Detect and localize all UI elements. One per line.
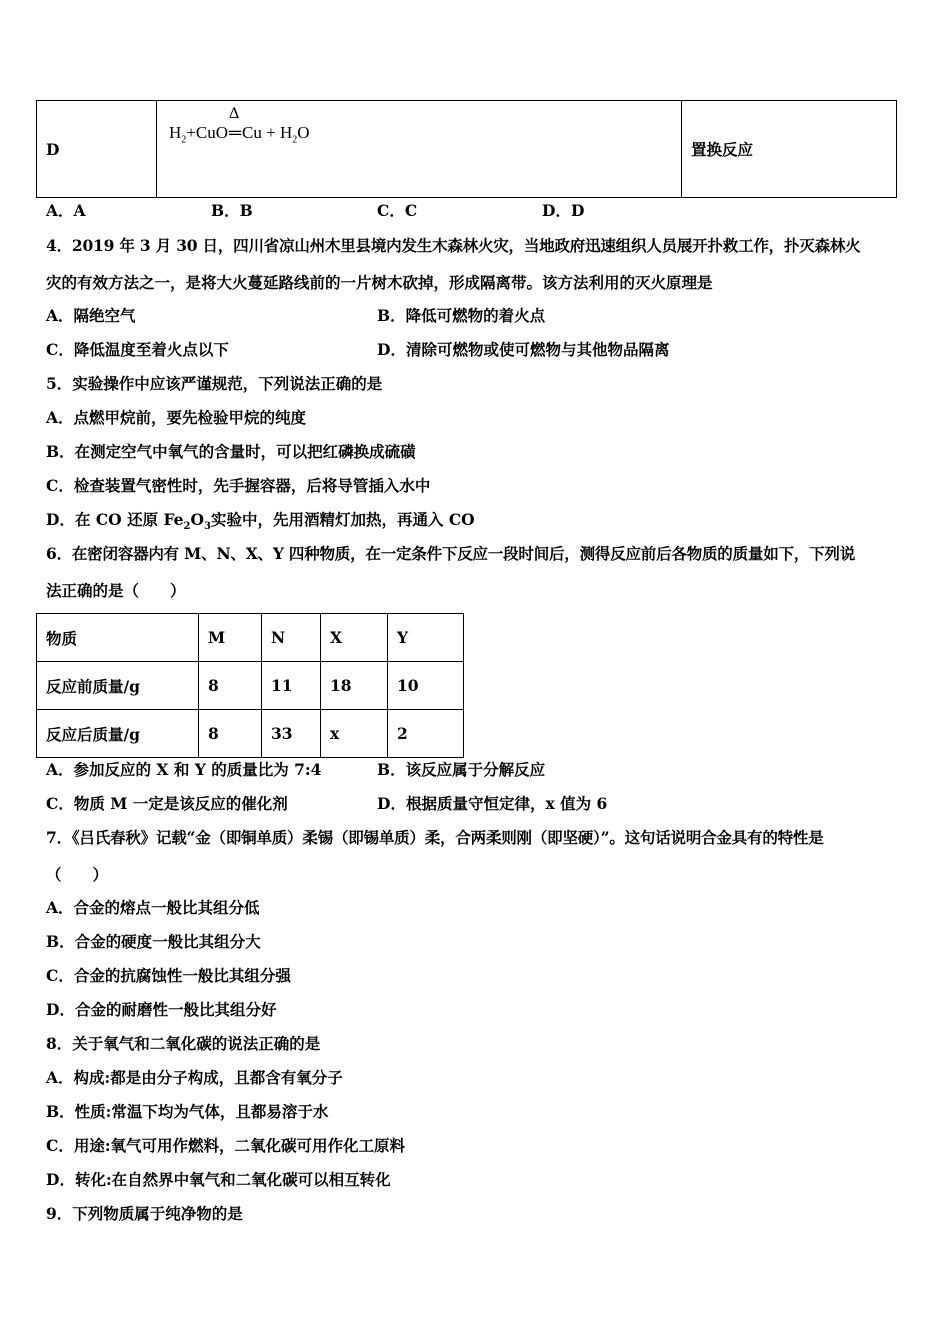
q7-option-d: D．合金的耐磨性一般比其组分好 — [46, 1000, 277, 1019]
table-cell: X — [321, 614, 388, 662]
q3-choice-b: B．B — [211, 201, 253, 220]
eq-cu: Cu — [242, 123, 262, 142]
q4-option-d: D．清除可燃物或使可燃物与其他物品隔离 — [377, 340, 670, 359]
q6-option-d: D．根据质量守恒定律，x 值为 6 — [377, 794, 608, 813]
eq-condition: Δ ═ — [228, 105, 242, 142]
option-cell: D — [37, 101, 157, 198]
table-cell: 18 — [321, 662, 388, 710]
q7-option-a: A．合金的熔点一般比其组分低 — [46, 898, 260, 917]
q5-d-post: 实验中，先用酒精灯加热，再通入 CO — [210, 510, 475, 529]
table-cell: 反应后质量/g — [37, 710, 199, 758]
table-row — [37, 101, 897, 198]
q5-option-b: B．在测定空气中氧气的含量时，可以把红磷换成硫磺 — [46, 442, 416, 461]
q4-option-b: B．降低可燃物的着火点 — [377, 306, 546, 325]
q5-d-pre: D．在 CO 还原 Fe — [46, 510, 184, 529]
q7-stem-line1: 7．《吕氏春秋》记载“金（即铜单质）柔锡（即锡单质）柔，合两柔则刚（即坚硬）”。这句话说明合金具有的特性是 — [46, 828, 824, 847]
q4-option-a: A．隔绝空气 — [46, 306, 136, 325]
q6-option-c: C．物质 M 一定是该反应的催化剂 — [46, 794, 288, 813]
table-row — [37, 614, 464, 662]
mass-table — [36, 613, 464, 758]
q5-option-c: C．检查装置气密性时，先手握容器，后将导管插入水中 — [46, 476, 431, 495]
q8-option-c: C．用途:氧气可用作燃料，二氧化碳可用作化工原料 — [46, 1136, 406, 1155]
q6-option-b: B．该反应属于分解反应 — [377, 760, 546, 779]
table-cell: 11 — [262, 662, 321, 710]
chemical-equation — [169, 105, 310, 146]
table-cell: 8 — [199, 710, 262, 758]
q4-stem-line1: 4．2019 年 3 月 30 日，四川省凉山州木里县境内发生木森林火灾，当地政府迅速组织人员展开扑救工作，扑灭森林火 — [46, 236, 861, 255]
q8-option-d: D．转化:在自然界中氧气和二氧化碳可以相互转化 — [46, 1170, 391, 1189]
table-cell: 33 — [262, 710, 321, 758]
table-cell: 反应前质量/g — [37, 662, 199, 710]
q5-d-sub1: 2 — [183, 521, 191, 533]
eq-h-sub: 2 — [181, 134, 187, 146]
table-cell: Y — [388, 614, 464, 662]
q5-stem: 5．实验操作中应该严谨规范，下列说法正确的是 — [46, 374, 383, 393]
q6-stem-line2: 法正确的是（ ） — [46, 581, 186, 600]
eq-cuo: +CuO — [186, 123, 228, 142]
table-cell: x — [321, 710, 388, 758]
q4-stem-line2: 灾的有效方法之一，是将大火蔓延路线前的一片树木砍掉，形成隔离带。该方法利用的灭火原理是 — [46, 273, 713, 292]
reaction-table — [36, 100, 897, 198]
table-row — [37, 662, 464, 710]
table-cell: M — [199, 614, 262, 662]
table-cell: 8 — [199, 662, 262, 710]
q7-option-b: B．合金的硬度一般比其组分大 — [46, 932, 261, 951]
q5-option-a: A．点燃甲烷前，要先检验甲烷的纯度 — [46, 408, 307, 427]
table-cell: 10 — [388, 662, 464, 710]
table-row — [37, 710, 464, 758]
q4-option-c: C．降低温度至着火点以下 — [46, 340, 229, 359]
q5-d-sub2: 3 — [203, 521, 211, 533]
eq-plus: + — [266, 123, 276, 142]
q3-choice-a: A．A — [46, 201, 86, 220]
q3-choice-c: C．C — [377, 201, 418, 220]
table-cell: N — [262, 614, 321, 662]
q5-d-mid: O — [190, 510, 204, 529]
q6-stem-line1: 6．在密闭容器内有 M、N、X、Y 四种物质，在一定条件下反应一段时间后，测得反应前后各物质的质量如下，下列说 — [46, 544, 855, 563]
q8-option-b: B．性质:常温下均为气体，且都易溶于水 — [46, 1102, 329, 1121]
q7-stem-line2: （ ） — [46, 865, 109, 884]
q5-option-d — [46, 510, 475, 537]
table-cell: 2 — [388, 710, 464, 758]
eq-h2: H — [279, 123, 293, 142]
q9-stem: 9．下列物质属于纯净物的是 — [46, 1204, 243, 1223]
reaction-type-cell: 置换反应 — [682, 101, 897, 198]
q3-choice-d: D．D — [542, 201, 585, 220]
table-cell: 物质 — [37, 614, 199, 662]
q7-option-c: C．合金的抗腐蚀性一般比其组分强 — [46, 966, 291, 985]
q8-option-a: A．构成:都是由分子构成，且都含有氧分子 — [46, 1068, 343, 1087]
q6-option-a: A．参加反应的 X 和 Y 的质量比为 7:4 — [46, 760, 322, 779]
eq-h2-sub: 2 — [292, 134, 298, 146]
q8-stem: 8．关于氧气和二氧化碳的说法正确的是 — [46, 1034, 321, 1053]
eq-h: H — [169, 123, 182, 142]
equation-cell — [157, 101, 682, 198]
eq-o: O — [297, 123, 310, 142]
delta-symbol: Δ — [228, 105, 240, 122]
